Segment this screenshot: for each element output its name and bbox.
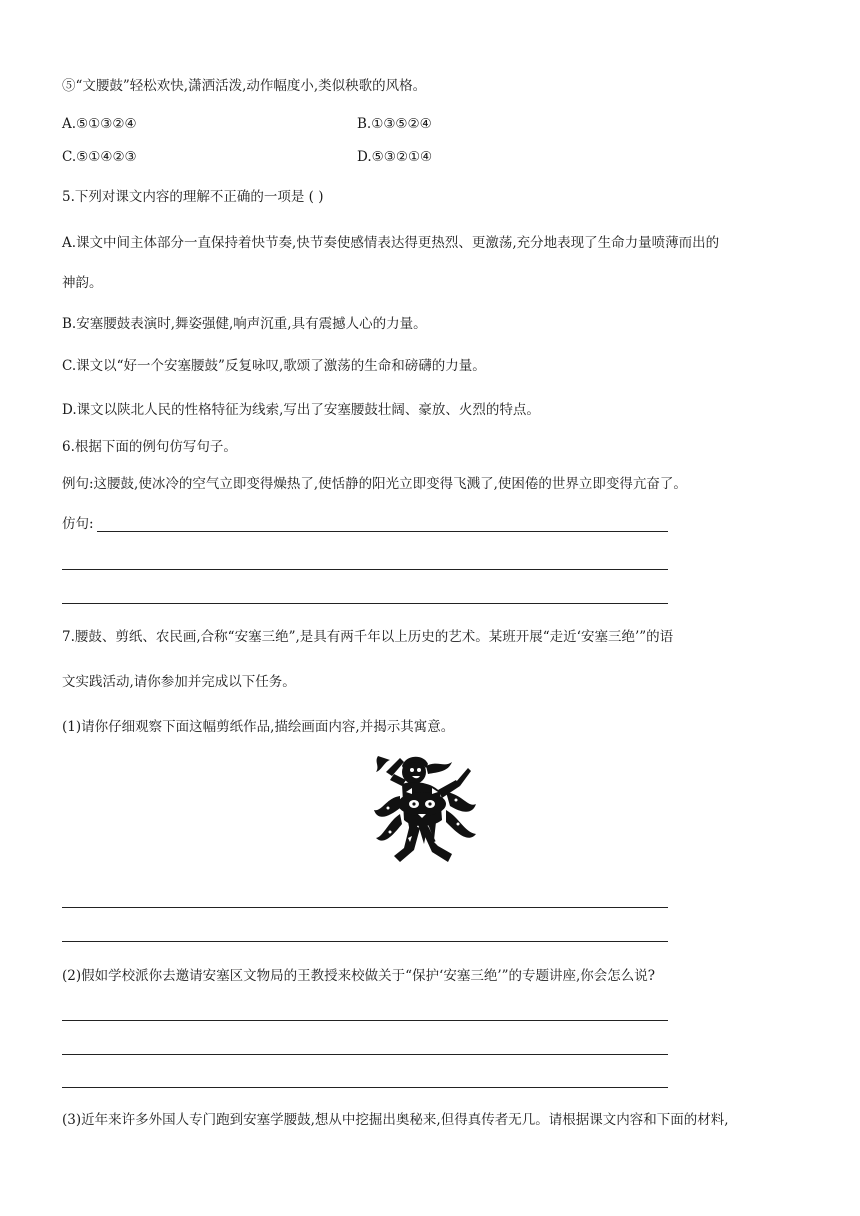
q4-option-a[interactable]: A.⑤①③②④ [62, 116, 137, 132]
q7-2-answer-line-2[interactable] [62, 1054, 668, 1055]
q5-option-a-line2: 神韵。 [62, 275, 103, 291]
papercut-drummer-image [372, 752, 482, 870]
q5-option-a-line1[interactable]: A.课文中间主体部分一直保持着快节奏,快节奏使感情表达得更热烈、更激荡,充分地表现了生命力量喷薄而出的 [62, 235, 720, 251]
q5-option-d[interactable]: D.课文以陕北人民的性格特征为线索,写出了安塞腰鼓壮阔、豪放、火烈的特点。 [62, 402, 540, 418]
q4-option-b[interactable]: B.①③⑤②④ [357, 116, 432, 132]
q7-stem-line2: 文实践活动,请你参加并完成以下任务。 [62, 674, 296, 690]
q6-answer-line-3[interactable] [62, 603, 668, 604]
q7-1-answer-line-2[interactable] [62, 941, 668, 942]
q6-answer-label: 仿句: [62, 516, 94, 532]
q7-2-answer-line-1[interactable] [62, 1020, 668, 1021]
q6-answer-line-2[interactable] [62, 569, 668, 570]
q7-1-answer-line-1[interactable] [62, 907, 668, 908]
q6-answer-line-1[interactable] [97, 531, 668, 532]
q6-example: 例句:这腰鼓,使冰冷的空气立即变得燥热了,使恬静的阳光立即变得飞溅了,使困倦的世界立即变得亢奋了。 [62, 476, 687, 492]
q5-stem: 5.下列对课文内容的理解不正确的一项是 ( ) [62, 189, 324, 205]
q6-stem: 6.根据下面的例句仿写句子。 [62, 439, 237, 455]
q7-sub3: (3)近年来许多外国人专门跑到安塞学腰鼓,想从中挖掘出奥秘来,但得真传者无几。请根据课文内容和下面的材料, [62, 1112, 729, 1128]
q7-2-answer-line-3[interactable] [62, 1087, 668, 1088]
q4-option-d[interactable]: D.⑤③②①④ [357, 149, 433, 165]
q4-option-c[interactable]: C.⑤①④②③ [62, 149, 137, 165]
q7-sub1: (1)请你仔细观察下面这幅剪纸作品,描绘画面内容,并揭示其寓意。 [62, 719, 455, 735]
q5-option-c[interactable]: C.课文以“好一个安塞腰鼓”反复咏叹,歌颂了激荡的生命和磅礴的力量。 [62, 358, 486, 374]
q4-item-5: ⑤“文腰鼓”轻松欢快,潇洒活泼,动作幅度小,类似秧歌的风格。 [62, 78, 427, 94]
q7-stem-line1: 7.腰鼓、剪纸、农民画,合称“安塞三绝”,是具有两千年以上历史的艺术。某班开展“走近‘安塞三绝’”的语 [62, 629, 674, 645]
q7-sub2: (2)假如学校派你去邀请安塞区文物局的王教授来校做关于“保护‘安塞三绝’”的专题讲座,你会怎么说? [62, 968, 656, 984]
q5-option-b[interactable]: B.安塞腰鼓表演时,舞姿强健,响声沉重,具有震撼人心的力量。 [62, 316, 427, 332]
